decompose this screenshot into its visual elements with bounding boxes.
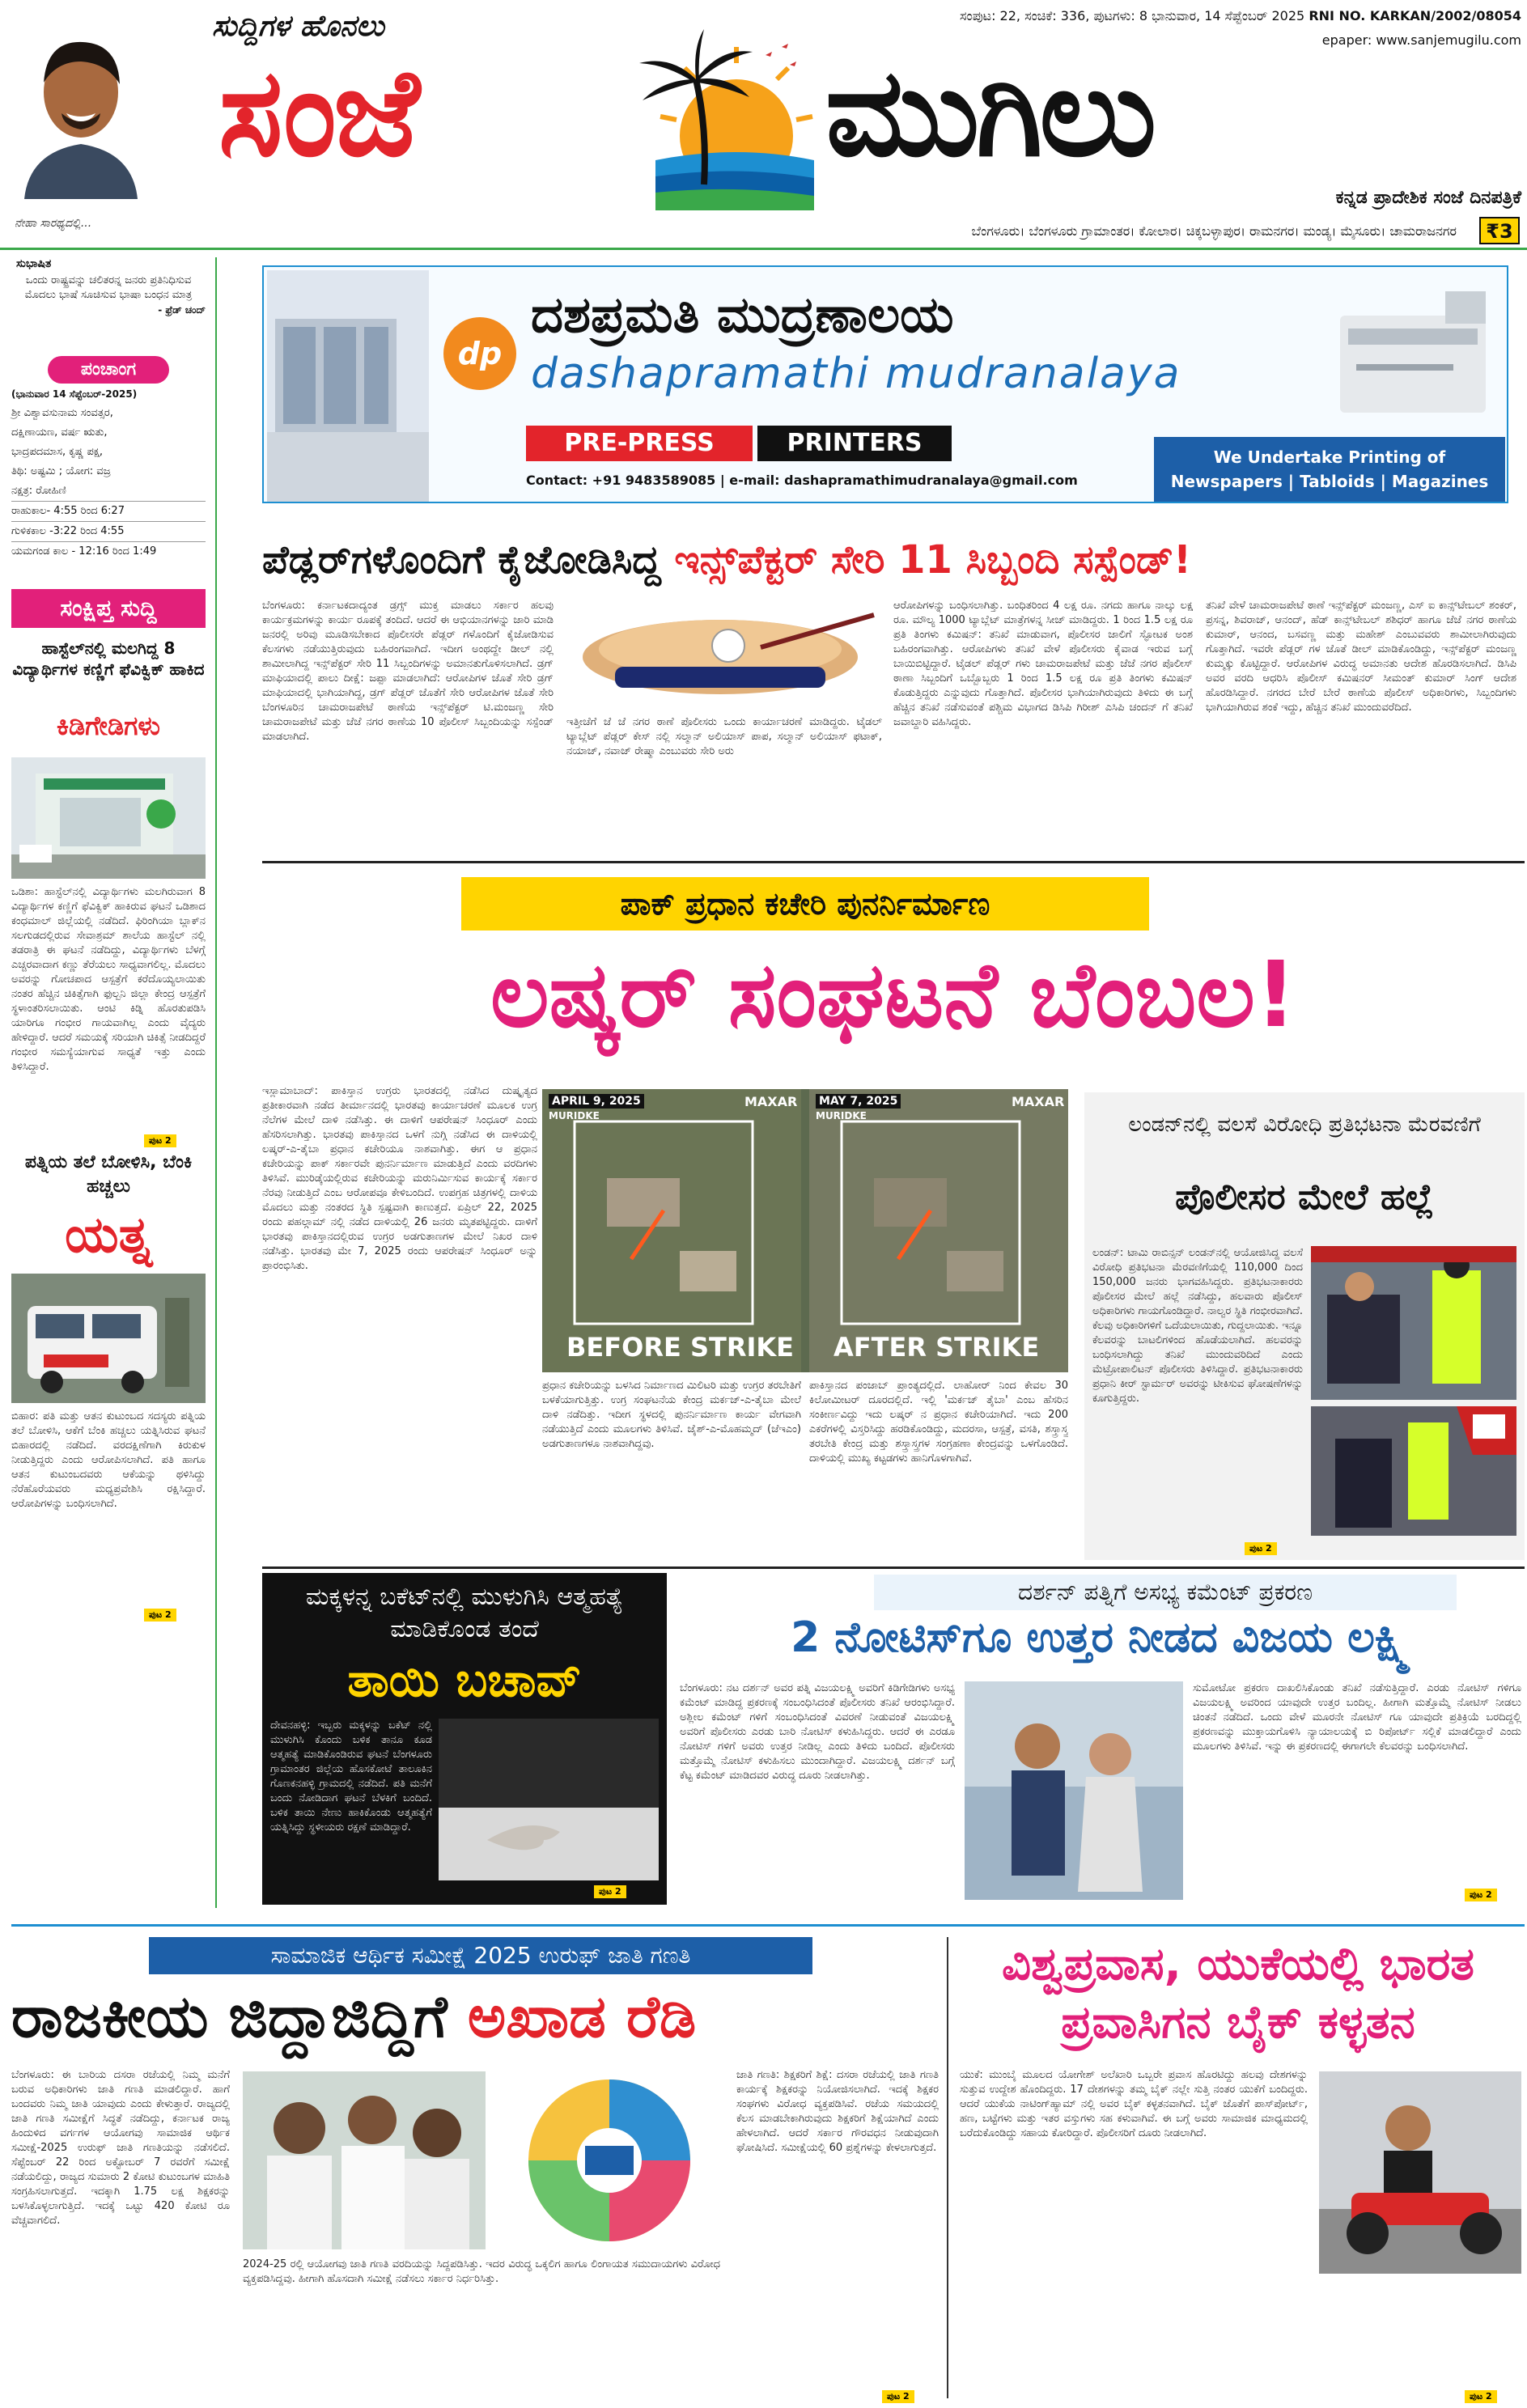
price-badge	[1479, 217, 1520, 244]
brief1-body	[11, 885, 206, 1128]
story4-headline: ತಾಯಿ ಬಚಾವ್	[347, 1652, 582, 1707]
ad-title: ದಶಪ್ರಮತಿ ಮುದ್ರಣಾಲಯ	[531, 285, 954, 344]
story6-leaders-photo	[243, 2071, 486, 2249]
brief2-continued[interactable]	[141, 1605, 176, 1622]
brief2-body-text: ಬಿಹಾರ: ಪತಿ ಮತ್ತು ಆತನ ಕುಟುಂಬದ ಸದಸ್ಯರು ಪತ್ನಿಯ ತಲೆ ಬೋಳಿಸಿ, ಆಕೆಗೆ ಬೆಂಕಿ ಹಚ್ಚಲು ಯತ್ನಿಸಿರುವ ಘಟನೆ ಬಿಹಾರದಲ್ಲಿ ನಡೆದಿದೆ. ವರದಕ್ಷಿಣೆಗಾಗಿ ಕಿರುಕುಳ ನೀಡುತ್ತಿದ್ದರು ಎಂದು ಆರೋಪಿಸಲಾಗಿದೆ. ಪತಿ ಹಾಗೂ ಆತನ ಕುಟುಂಬದವರು ಆಕೆಯನ್ನು ಥಳಿಸಿದ್ದು ನೆರೆಹೊರೆಯವರು ಮಧ್ಯಪ್ರವೇಶಿಸಿ ರಕ್ಷಿಸಿದ್ದಾರೆ. ಆರೋಪಿಗಳನ್ನು ಬಂಧಿಸಲಾಗಿದೆ.	[11, 1410, 206, 1510]
story1-caption-text: ಇತ್ತೀಚೆಗೆ ಜೆ ಜೆ ನಗರ ಠಾಣೆ ಪೊಲೀಸರು ಒಂದು ಕಾರ್ಯಾಚರಣೆ ಮಾಡಿದ್ದರು. ಟೈಡಲ್ ಟ್ಯಾಬ್ಲೆಟ್ ಪೆಡ್ಲರ್ ಕೇಸ್ ನಲ್ಲಿ ಸಲ್ಮಾನ್ ಅಲಿಯಾಸ್ ಪಾಪ, ಸಲ್ಮಾನ್ ಅಲಿಯಾಸ್ ಫಟಾಕ್, ನಯಾಜ್, ನವಾಜ್ ರೇಷ್ಮಾ ಎಂಬುವರು ಸೇರಿ ಅರು	[566, 716, 882, 757]
masthead-title-left: ಸಂಜೆ	[218, 43, 417, 184]
story2-col2-text: ಪ್ರಧಾನ ಕಚೇರಿಯನ್ನು ಬಳಸಿದ ನಿರ್ಮಾಣದ ಮಿಲಿಟರಿ ಮತ್ತು ಉಗ್ರರ ತರಬೇತಿಗೆ ಬಳಕೆಯಾಗುತ್ತಿತ್ತು. ಉಗ್ರ ಸಂಘಟನೆಯ ಕೇಂದ್ರ ಮರ್ಕಜ್-ಎ-ತೈಬಾ ಮೇಲೆ ದಾಳಿ ನಡೆದಿತ್ತು. ಇದೀಗ ಸ್ಥಳದಲ್ಲಿ ಪುನರ್ನಿರ್ಮಾಣ ಕಾರ್ಯ ವೇಗವಾಗಿ ನಡೆಯುತ್ತಿದೆ ಎಂದು ಮೂಲಗಳು ತಿಳಿಸಿವೆ. ಜೈಶ್-ಎ-ಮೊಹಮ್ಮದ್ (ಜೆಇಎಂ) ಅಡಗುತಾಣಗಳೂ ನಾಶವಾಗಿದ್ದವು.	[542, 1380, 801, 1450]
story7-headline-line1: ವಿಶ್ವಪ್ರವಾಸ, ಯುಕೆಯಲ್ಲಿ ಭಾರತ	[1002, 1938, 1474, 1990]
story7-headline-line2: ಪ್ರವಾಸಿಗನ ಬೈಕ್ ಕಳ್ಳತನ	[1061, 1996, 1415, 2049]
story2-col1	[262, 1084, 537, 1392]
sat-place-after: MURIDKE	[816, 1110, 867, 1121]
story1-col4-text: ತನಿಖೆ ವೇಳೆ ಚಾಮರಾಜಪೇಟೆ ಠಾಣೆ ಇನ್ಸ್‌ಪೆಕ್ಟರ್ ಮಂಜಣ್ಣ, ಎಸ್ ಐ ಕಾನ್ಸ್‌ಟೇಬಲ್ ಶಂಕರ್, ಪ್ರಸನ್ನ, ಶಿವರಾಜ್, ಆನಂದ್, ಹೆಡ್ ಕಾನ್ಸ್‌ಟೇಬಲ್ ಶಶಿಧರ್ ಹಾಗೂ ಜೆಜೆ ನಗರ ಠಾಣೆಯ ಕುಮಾರ್, ಆನಂದ, ಬಸವಣ್ಣ ಮತ್ತು ಮಹೇಶ್ ಎಂಬುವವರು ಶಾಮೀಲಾಗಿರುವುದು ಗೊತ್ತಾಗಿದೆ. ಇವರೇ ಪೆಡ್ಲರ್ ಗಳ ಜೊತೆ ಡೀಲ್ ಮಾಡಿಕೊಂಡಿದ್ದು, ಇನ್ಸ್‌ಪೆಕ್ಟರ್ ಮಂಜಣ್ಣ ಕುಮ್ಮಕ್ಕು ಕೊಟ್ಟಿದ್ದಾರೆ. ಆರೋಪಿಗಳ ವಿರುದ್ಧ ಅಮಾನತು ಆದೇಶ ಹೊರಡಿಸಲಾಗಿದೆ. ಡಿಸಿಪಿ ಅವರ ವರದಿ ಆಧರಿಸಿ ಪೊಲೀಸ್ ಕಮಿಷನರ್ ಸೀಮಂತ್ ಕುಮಾರ್ ಸಿಂಗ್ ಆದೇಶ ಹೊರಡಿಸಿದ್ದಾರೆ. ನಗರದ ಬೇರೆ ಬೇರೆ ಠಾಣೆಯ ಪೊಲೀಸ್ ಅಧಿಕಾರಿಗಳು, ಸಿಬ್ಬಂದಿಗಳು ಭಾಗಿಯಾಗಿರುವ ಶಂಕೆ ಇದ್ದು, ಹೆಚ್ಚಿನ ತನಿಖೆ ಮುಂದುವರೆದಿದೆ.	[1206, 600, 1516, 714]
ad-pill-printers	[757, 426, 952, 461]
story5-col2	[1193, 1681, 1521, 1900]
continued-label: ಪುಟ 2	[1245, 1542, 1277, 1555]
quote-author: - ಫ್ರೆಡ್ ಚಂದ್	[158, 304, 206, 316]
story1-headline-black: ಪೆಡ್ಲರ್‌ಗಳೊಂದಿಗೆ ಕೈಜೋಡಿಸಿದ್ದ	[262, 537, 661, 583]
story2-kicker-text: ಪಾಕ್ ಪ್ರಧಾನ ಕಚೇರಿ ಪುನರ್ನಿರ್ಮಾಣ	[620, 886, 990, 922]
ad-logo-text: dp	[457, 336, 503, 371]
masthead	[0, 0, 1527, 243]
brief2-kicker: ಪತ್ನಿಯ ತಲೆ ಬೋಳಿಸಿ, ಬೆಂಕಿ ಹಚ್ಚಲು	[24, 1152, 193, 1197]
sat-brand-before: MAXAR	[744, 1094, 798, 1109]
panchanga-item: ನಕ್ಷತ್ರ: ರೋಹಿಣಿ	[11, 485, 66, 497]
ad-blue-box	[1154, 437, 1505, 502]
story4-photo	[439, 1719, 659, 1880]
story3-body	[1092, 1246, 1303, 1545]
panchanga-item: ತಿಥಿ: ಅಷ್ಟಮಿ ; ಯೋಗ: ವಜ್ರ	[11, 465, 111, 477]
story4-body-text: ದೇವನಹಳ್ಳಿ: ಇಬ್ಬರು ಮಕ್ಕಳನ್ನು ಬಕೆಟ್ ನಲ್ಲಿ ಮುಳುಗಿಸಿ ಕೊಂದು ಬಳಿಕ ತಾನೂ ಕೂಡ ಆತ್ಮಹತ್ಯೆ ಮಾಡಿಕೊಂಡಿರುವ ಘಟನೆ ಬೆಂಗಳೂರು ಗ್ರಾಮಾಂತರ ಜಿಲ್ಲೆಯ ಹೊಸಕೋಟೆ ತಾಲೂಕಿನ ಗೊಣಕನಹಳ್ಳಿ ಗ್ರಾಮದಲ್ಲಿ ನಡೆದಿದೆ. ಪತಿ ಮನೆಗೆ ಬಂದು ನೋಡಿದಾಗ ಘಟನೆ ಬೆಳಕಿಗೆ ಬಂದಿದೆ. ಬಳಿಕ ತಾಯಿ ನೇಣು ಹಾಕಿಕೊಂಡು ಆತ್ಮಹತ್ಯೆಗೆ ಯತ್ನಿಸಿದ್ದು ಸ್ಥಳೀಯರು ರಕ್ಷಣೆ ಮಾಡಿದ್ದಾರೆ.	[270, 1719, 432, 1834]
masthead-title-right: ಮುಗಿಲು	[825, 43, 1154, 184]
price-label: ₹3	[1486, 220, 1513, 243]
story1-col3	[893, 599, 1193, 858]
story5-kicker	[874, 1575, 1457, 1610]
story2-satellite-image	[542, 1089, 1068, 1372]
panchanga-item: ಶ್ರೀ ವಿಶ್ವಾವಸುನಾಮ ಸಂವತ್ಸರ,	[11, 407, 113, 419]
brief1-headline: ಕಿಡಿಗೇಡಿಗಳು	[57, 710, 160, 741]
story6-col4-text: ಜಾತಿ ಗಣತಿ: ಶಿಕ್ಷಕರಿಗೆ ಶಿಕ್ಷೆ: ದಸರಾ ರಜೆಯಲ್ಲಿ ಜಾತಿ ಗಣತಿ ಕಾರ್ಯಕ್ಕೆ ಶಿಕ್ಷಕರನ್ನು ನಿಯೋಜಿಸಲಾಗಿದೆ. ಇದಕ್ಕೆ ಶಿಕ್ಷಕರ ಸಂಘಗಳು ವಿರೋಧ ವ್ಯಕ್ತಪಡಿಸಿವೆ. ರಜೆಯ ಸಮಯದಲ್ಲಿ ಕೆಲಸ ಮಾಡಬೇಕಾಗಿರುವುದು ಶಿಕ್ಷಕರಿಗೆ ಶಿಕ್ಷೆಯಾಗಿದೆ ಎಂದು ಹೇಳಲಾಗಿದೆ. ಆದರೆ ಸರ್ಕಾರ ಗೌರವಧನ ನೀಡುವುದಾಗಿ ಘೋಷಿಸಿದೆ. ಸಮೀಕ್ಷೆಯಲ್ಲಿ 60 ಪ್ರಶ್ನೆಗಳನ್ನು ಕೇಳಲಾಗುತ್ತದೆ.	[736, 2069, 939, 2154]
quote-text: ಒಂದು ರಾಷ್ಟ್ರವನ್ನು ಚಲಿತರನ್ನ ಜನರು ಪ್ರತಿನಿಧಿಸುವ ಮೊದಲು ಭಾಷೆ ಸೂಚಿಸುವ ಭಾಷಾ ಬಂಧನ ಮಾತ್ರ	[24, 274, 193, 301]
story6-headline	[11, 1982, 942, 2052]
story2-col3-text: ಪಾಕಿಸ್ತಾನದ ಪಂಜಾಬ್ ಪ್ರಾಂತ್ಯದಲ್ಲಿದೆ. ಲಾಹೋರ್ ನಿಂದ ಕೇವಲ 30 ಕಿಲೋಮೀಟರ್ ದೂರದಲ್ಲಿದೆ. ಇಲ್ಲಿ 'ಮರ್ಕಜ್ ತೈಬಾ' ಎಂಬ ಹೆಸರಿನ ಸಂಕೀರ್ಣವಿದ್ದು ಇದು ಲಷ್ಕರ್ ನ ಪ್ರಧಾನ ಕಚೇರಿಯಾಗಿದೆ. ಇದು 200 ಎಕರೆಗಳಲ್ಲಿ ವಿಸ್ತರಿಸಿದ್ದು ಹರಡಿಕೊಂಡಿದ್ದು, ಮದರಸಾ, ಆಸ್ಪತ್ರೆ, ವಸತಿ, ಶಸ್ತ್ರಾಸ್ತ್ರ ತರಬೇತಿ ಕೇಂದ್ರ ಮತ್ತು ಶಸ್ತ್ರಾಸ್ತ್ರಗಳ ಸಂಗ್ರಹಣಾ ಕೇಂದ್ರವನ್ನು ಒಳಗೊಂಡಿದೆ. ದಾಳಿಯಲ್ಲಿ ಮುಖ್ಯ ಕಟ್ಟಡಗಳು ಹಾನಿಗೊಳಗಾಗಿವೆ.	[809, 1380, 1068, 1465]
story3-protest-photo-bottom	[1311, 1406, 1516, 1536]
panchanga-item: ಗುಳಿಕಕಾಲ -3:22 ರಿಂದ 4:55	[11, 521, 206, 541]
panchanga-item: ಯಮಗಂಡ ಕಾಲ - 12:16 ರಿಂದ 1:49	[11, 541, 206, 562]
sidebar	[11, 257, 206, 1924]
brief-header-text: ಸಂಕ್ಷಿಪ್ತ ಸುದ್ದಿ	[60, 595, 157, 621]
ad-pill-prepress	[526, 426, 753, 461]
continued-label: ಪುಟ 2	[882, 2390, 914, 2403]
brief2-photo	[11, 1274, 206, 1403]
story7-biker-photo	[1319, 2071, 1521, 2274]
story5-col1	[680, 1681, 955, 1900]
brief2-headline: ಯತ್ನ	[65, 1205, 152, 1264]
masthead-issue-line	[842, 8, 1521, 24]
founder-photo	[16, 23, 146, 199]
story5-continued[interactable]	[1461, 1885, 1497, 1901]
masthead-subtitle: ಕನ್ನಡ ಪ್ರಾದೇಶಿಕ ಸಂಜೆ ದಿನಪತ್ರಿಕೆ	[1335, 188, 1521, 208]
sat-label-after: AFTER STRIKE	[833, 1332, 1040, 1363]
quote-title: ಸುಭಾಷಿತ	[16, 257, 52, 270]
panchanga-item: ದಕ್ಷಿಣಾಯಣ, ವರ್ಷ ಋತು,	[11, 426, 108, 439]
story3-body-text: ಲಂಡನ್: ಟಾಮಿ ರಾಬಿನ್ಸನ್ ಲಂಡನ್‌ನಲ್ಲಿ ಆಯೋಜಿಸಿದ್ದ ವಲಸೆ ವಿರೋಧಿ ಪ್ರತಿಭಟನಾ ಮೆರವಣಿಗೆಯಲ್ಲಿ 110,000 ದಿಂದ 150,000 ಜನರು ಭಾಗವಹಿಸಿದ್ದರು. ಪ್ರತಿಭಟನಾಕಾರರು ಪೊಲೀಸರ ಮೇಲೆ ಹಲ್ಲೆ ನಡೆಸಿದ್ದು, ಹಲವಾರು ಪೊಲೀಸ್ ಅಧಿಕಾರಿಗಳು ಗಾಯಗೊಂಡಿದ್ದಾರೆ. ನಾಲ್ವರ ಸ್ಥಿತಿ ಗಂಭೀರವಾಗಿದೆ. ಕೆಲವು ಅಧಿಕಾರಿಗಳಿಗೆ ಒದೆಯಲಾಯಿತು, ಗುದ್ದಲಾಯಿತು. ಇನ್ನೂ ಕೆಲವರನ್ನು ಬಾಟಲಿಗಳಿಂದ ಹೊಡೆಯಲಾಗಿದೆ. ಹಲವರನ್ನು ಬಂಧಿಸಲಾಗಿದ್ದು ತನಿಖೆ ಮುಂದುವರಿದಿದೆ ಎಂದು ಮೆಟ್ರೋಪಾಲಿಟನ್ ಪೊಲೀಸರು ತಿಳಿಸಿದ್ದಾರೆ. ಪ್ರತಿಭಟನಾಕಾರರು ಪ್ರಧಾನಿ ಕೀರ್ ಸ್ಟಾರ್ಮರ್ ಅವರನ್ನು ಟೀಕಿಸುವ ಘೋಷಣೆಗಳನ್ನು ಕೂಗುತ್ತಿದ್ದರು.	[1092, 1247, 1303, 1405]
story6-headline-black: ರಾಜಕೀಯ ಜಿದ್ದಾಜಿದ್ದಿಗೆ	[11, 1982, 447, 2050]
sidebar-divider	[215, 257, 217, 1908]
continued-label: ಪುಟ 2	[1465, 2390, 1497, 2403]
brief-header	[11, 589, 206, 628]
story6-kicker-text: ಸಾಮಾಜಿಕ ಆರ್ಥಿಕ ಸಮೀಕ್ಷೆ 2025 ಉರುಫ್ ಜಾತಿ ಗಣತಿ	[270, 1942, 691, 1969]
brief2-body	[11, 1410, 206, 1604]
story6-col1	[11, 2068, 230, 2400]
story3-box	[1084, 1092, 1525, 1560]
epaper-url[interactable]: epaper: www.sanjemugilu.com	[1321, 32, 1521, 48]
story5-kicker-text: ದರ್ಶನ್ ಪತ್ನಿಗೆ ಅಸಭ್ಯ ಕಮೆಂಟ್ ಪ್ರಕರಣ	[1018, 1579, 1313, 1605]
ad-subtitle: dashapramathi mudranalaya	[531, 350, 1181, 398]
panchanga-item: ಭಾದ್ರಪದಮಾಸ, ಕೃಷ್ಣ ಪಕ್ಷ,	[11, 446, 103, 458]
brief1-photo	[11, 757, 206, 879]
story3-kicker: ಲಂಡನ್‌ನಲ್ಲಿ ವಲಸೆ ವಿರೋಧಿ ಪ್ರತಿಭಟನಾ ಮೆರವಣಿಗೆ	[1128, 1113, 1481, 1137]
palm-sun-logo	[623, 23, 817, 217]
ad-banner[interactable]	[262, 265, 1508, 503]
story6-continued[interactable]	[879, 2387, 914, 2403]
story7-body-text: ಯುಕೆ: ಮುಂಬೈ ಮೂಲದ ಯೋಗೇಶ್ ಅಲೆಖಾರಿ ಒಬ್ಬರೇ ಪ್ರವಾಸ ಹೊರಟಿದ್ದು ಹಲವು ದೇಶಗಳನ್ನು ಸುತ್ತುವ ಉದ್ದೇಶ ಹೊಂದಿದ್ದರು. 17 ದೇಶಗಳನ್ನು ತಮ್ಮ ಬೈಕ್ ನಲ್ಲೇ ಸುತ್ತಿ ನಂತರ ಯುಕೆಗೆ ಬಂದಿದ್ದರು. ಆದರೆ ಯುಕೆಯ ನಾಟಿಂಗ್‌ಹ್ಯಾಮ್ ನಲ್ಲಿ ಅವರ ಬೈಕ್ ಕಳ್ಳತನವಾಗಿದೆ. ಬೈಕ್ ಜೊತೆಗೆ ಪಾಸ್‌ಪೋರ್ಟ್, ಹಣ, ಬಟ್ಟೆಗಳು ಮತ್ತು ಇತರ ವಸ್ತುಗಳು ಸಹ ಕಳುವಾಗಿವೆ. ಈ ಬಗ್ಗೆ ಅವರು ಸಾಮಾಜಿಕ ಮಾಧ್ಯಮದಲ್ಲಿ ಬರೆದುಕೊಂಡಿದ್ದು ಸಹಾಯ ಕೋರಿದ್ದಾರೆ. ಪೊಲೀಸರಿಗೆ ದೂರು ನೀಡಲಾಗಿದೆ.	[960, 2069, 1308, 2139]
sat-date-before: APRIL 9, 2025	[549, 1094, 644, 1109]
brief1-kicker: ಹಾಸ್ಟೆಲ್‌ನಲ್ಲಿ ಮಲಗಿದ್ದ 8 ವಿದ್ಯಾರ್ಥಿಗಳ ಕಣ್ಣಿಗೆ ಫೆವಿಕ್ವಿಕ್ ಹಾಕಿದ	[12, 638, 205, 679]
ad-machine-left	[267, 270, 429, 502]
continued-label: ಪುಟ 2	[1465, 1889, 1497, 1901]
ad-pill-printers-text: PRINTERS	[787, 429, 923, 457]
story1-col4	[1206, 599, 1516, 858]
story2-col3	[809, 1379, 1068, 1557]
story6-kicker	[149, 1937, 812, 1974]
continued-label: ಪುಟ 2	[144, 1134, 176, 1147]
lower-divider	[11, 1924, 1525, 1927]
issue-line: ಸಂಪುಟ: 22, ಸಂಚಿಕೆ: 336, ಪುಟಗಳು: 8 ಭಾನುವಾರ, 14 ಸೆಪ್ಟೆಂಬರ್ 2025	[960, 8, 1305, 23]
story6-census-graphic	[492, 2071, 727, 2249]
story2-col2	[542, 1379, 801, 1557]
masthead-divider	[0, 248, 1527, 250]
ad-contact: Contact: +91 9483589085 | e-mail: dashapramathimudranalaya@gmail.com	[526, 473, 1078, 488]
panchanga-box	[11, 356, 206, 558]
story7-headline	[955, 1935, 1521, 2052]
story5-col2-text: ಸುಮೋಟೋ ಪ್ರಕರಣ ದಾಖಲಿಸಿಕೊಂಡು ತನಿಖೆ ನಡೆಸುತ್ತಿದ್ದಾರೆ. ಎರಡು ನೋಟಿಸ್ ಗಳಿಗೂ ವಿಜಯಲಕ್ಷ್ಮಿ ಅವರಿಂದ ಯಾವುದೇ ಉತ್ತರ ಬಂದಿಲ್ಲ. ಹೀಗಾಗಿ ಮತ್ತೊಮ್ಮೆ ನೋಟಿಸ್ ನೀಡಲು ಚಿಂತನೆ ನಡೆದಿದೆ. ಒಂದು ವೇಳೆ ಮೂರನೇ ನೋಟಿಸ್ ಗೂ ಯಾವುದೇ ಪ್ರತಿಕ್ರಿಯೆ ಬರದಿದ್ದಲ್ಲಿ ಪ್ರಕರಣವನ್ನು ಮುಕ್ತಾಯಗೊಳಿಸಿ ನ್ಯಾಯಾಲಯಕ್ಕೆ ಬಿ ರಿಪೋರ್ಟ್ ಸಲ್ಲಿಕೆ ಮಾಡಲಿದ್ದಾರೆ ಎಂದು ಮೂಲಗಳು ತಿಳಿಸಿವೆ. ಇನ್ನು ಈ ಪ್ರಕರಣದಲ್ಲಿ ಈಗಾಗಲೇ ಕೆಲವರನ್ನು ಬಂಧಿಸಲಾಗಿದೆ.	[1193, 1682, 1521, 1753]
sat-place-before: MURIDKE	[549, 1110, 600, 1121]
story5-col1-text: ಬೆಂಗಳೂರು: ನಟ ದರ್ಶನ್ ಅವರ ಪತ್ನಿ ವಿಜಯಲಕ್ಷ್ಮಿ ಅವರಿಗೆ ಕಿಡಿಗೇಡಿಗಳು ಅಸಭ್ಯ ಕಮೆಂಟ್ ಮಾಡಿದ್ದ ಪ್ರಕರಣಕ್ಕೆ ಸಂಬಂಧಿಸಿದಂತೆ ಪೊಲೀಸರು ತನಿಖೆ ಆರಂಭಿಸಿದ್ದಾರೆ. ಅಶ್ಲೀಲ ಕಮೆಂಟ್ ಗಳಿಗೆ ಸಂಬಂಧಿಸಿದಂತೆ ವಿವರಣೆ ನೀಡುವಂತೆ ವಿಜಯಲಕ್ಷ್ಮಿ ಅವರಿಗೆ ಪೊಲೀಸರು ಎರಡು ಬಾರಿ ನೋಟಿಸ್ ಕಳುಹಿಸಿದ್ದರು. ಆದರೆ ಈ ಎರಡೂ ನೋಟಿಸ್ ಗಳಿಗೆ ಅವರು ಉತ್ತರ ನೀಡಿಲ್ಲ ಎಂದು ತಿಳಿದು ಬಂದಿದೆ. ಪೊಲೀಸರು ಮತ್ತೊಮ್ಮೆ ನೋಟಿಸ್ ಕಳುಹಿಸಲು ಮುಂದಾಗಿದ್ದಾರೆ. ವಿಜಯಲಕ್ಷ್ಮಿ ದರ್ಶನ್ ಬಗ್ಗೆ ಕೆಟ್ಟ ಕಮೆಂಟ್ ಮಾಡಿದವರ ವಿರುದ್ಧ ದೂರು ನೀಡಲಾಗಿತ್ತು.	[680, 1682, 955, 1782]
story1-headline	[262, 537, 1525, 583]
story6-col4	[736, 2068, 939, 2400]
story4-continued[interactable]	[591, 1882, 626, 1898]
story1-headline-red: ಇನ್ಸ್‌ಪೆಕ್ಟರ್ ಸೇರಿ 11 ಸಿಬ್ಬಂದಿ ಸಸ್ಪೆಂಡ್!	[674, 537, 1191, 583]
story1-col1-text: ಬೆಂಗಳೂರು: ಕರ್ನಾಟಕದಾದ್ಯಂತ ಡ್ರಗ್ಸ್ ಮುಕ್ತ ಮಾಡಲು ಸರ್ಕಾರ ಹಲವು ಕಾರ್ಯಕ್ರಮಗಳನ್ನು ಕಾರ್ಯ ರೂಪಕ್ಕೆ ತಂದಿದೆ. ಆದರೆ ಈ ಆಭಿಯಾನಗಳನ್ನು ಜಾರಿ ಮಾಡಿ ಜನರಲ್ಲಿ ಅರಿವು ಮೂಡಿಸಬೇಕಾದ ಪೊಲೀಸರೇ ಪೆಡ್ಲರ್ ಗಳೊಂದಿಗೆ ಕೈಜೋಡಿಸುವ ಕೆಲಸಗಳು ನಡೆಯುತ್ತಿರುವುದು ಬಹಿರಂಗವಾಗಿದೆ. ಇದೀಗ ಅಂಥದ್ದೇ ಡೀಲ್ ನಲ್ಲಿ ಶಾಮೀಲಾಗಿದ್ದ ಇನ್ಸ್‌ಪೆಕ್ಟರ್ ಸೇರಿ 11 ಸಿಬ್ಬಂದಿಗಳನ್ನು ಅಮಾನತುಗೊಳಿಸಲಾಗಿದೆ. ಡ್ರಗ್ ಮಾಫಿಯಾದಲ್ಲಿ ಪಾಲು ದೀಕ್ಷೆ: ಜಪ್ಪಾ ಮಾಡಲಾಗಿದೆ: ಆರೋಪಿಗಳ ಜೊತೆ ಸೇರಿ ಡ್ರಗ್ ಮಾಫಿಯಾದಲ್ಲಿ ಭಾಗಿಯಾಗಿದ್ದ, ಡ್ರಗ್ ಪೆಡ್ಲರ್ ಜೊತೆಗೆ ಸೇರಿ ಆರೋಪಿಗಳ ಜೊತೆ ಸೇರಿ ಬೆಂಗಳೂರಿನ ಚಾಮರಾಜಪೇಟೆ ಠಾಣೆಯ ಇನ್ಸ್‌ಪೆಕ್ಟರ್ ಟಿ.ಮಂಜಣ್ಣ ಸೇರಿ ಚಾಮರಾಜಪೇಟೆ ಮತ್ತು ಜೆಜೆ ನಗರ ಠಾಣೆಯ 10 ಪೊಲೀಸ್ ಸಿಬ್ಬಂದಿಯನ್ನು ಸಸ್ಪೆಂಡ್ ಮಾಡಲಾಗಿದೆ.	[262, 600, 554, 743]
story2-col1-text: ಇಸ್ಲಾಮಾಬಾದ್: ಪಾಕಿಸ್ತಾನ ಉಗ್ರರು ಭಾರತದಲ್ಲಿ ನಡೆಸಿದ ದುಷ್ಕೃತ್ಯದ ಪ್ರತೀಕಾರವಾಗಿ ನಡೆದ ತೀರ್ಮಾನದಲ್ಲಿ ಭಾರತವು ಕಾರ್ಯಾಚರಣೆ ಮೂಲಕ ಉಗ್ರ ನೆಲೆಗಳ ಮೇಲೆ ದಾಳಿ ನಡೆಸಿತ್ತು. ಈ ದಾಳಿಗೆ ಆಪರೇಷನ್ ಸಿಂಧೂರ್ ಎಂದು ಹೆಸರಿಸಲಾಗಿತ್ತು. ಭಾರತವು ಪಾಕಿಸ್ತಾನದ ಒಳಗೆ ನುಗ್ಗಿ ನಡೆಸಿದ ಈ ದಾಳಿಯಲ್ಲಿ ಲಷ್ಕರ್-ಎ-ತೈಬಾ ಪ್ರಧಾನ ಕಚೇರಿಯೂ ನಾಶವಾಗಿತ್ತು. ಈಗ ಆ ಪ್ರಧಾನ ಕಚೇರಿಯನ್ನು ಪಾಕ್ ಸರ್ಕಾರವೇ ಪುನರ್ನಿರ್ಮಾಣ ಮಾಡುತ್ತಿದೆ ಎಂದು ವರದಿಗಳು ತಿಳಿಸಿವೆ. ಮುರಿಡ್ಕೆಯಲ್ಲಿರುವ ಕಚೇರಿಯನ್ನು ಮರುನಿರ್ಮಿಸುವ ಕಾರ್ಯಕ್ಕೆ ಸರ್ಕಾರ ನೆರವು ನೀಡುತ್ತಿದೆ ಎಂಬ ಆರೋಪವೂ ಕೇಳಿಬಂದಿದೆ. ಉಪಗ್ರಹ ಚಿತ್ರಗಳಲ್ಲಿ ದಾಳಿಯ ಮೊದಲು ಮತ್ತು ನಂತರದ ಸ್ಥಿತಿ ಸ್ಪಷ್ಟವಾಗಿ ಕಾಣುತ್ತದೆ. ಏಪ್ರಿಲ್ 22, 2025 ರಂದು ಪಹಲ್ಗಾಮ್ ನಲ್ಲಿ ನಡೆದ ದಾಳಿಯಲ್ಲಿ 26 ಜನರು ಮೃತಪಟ್ಟಿದ್ದರು. ದಾಳಿಗೆ ಭಾರತವು ಪಾಕಿಸ್ತಾನದಲ್ಲಿರುವ ಉಗ್ರರ ಅಡಗುತಾಣಗಳ ಮೇಲೆ ನಿಖರ ದಾಳಿ ನಡೆಸಿತ್ತು. ಭಾರತವು ಮೇ 7, 2025 ರಂದು ಆಪರೇಷನ್ ಸಿಂಧೂರ್ ಅನ್ನು ಪ್ರಾರಂಭಿಸಿತು.	[262, 1085, 537, 1272]
story6-col1-text: ಬೆಂಗಳೂರು: ಈ ಬಾರಿಯ ದಸರಾ ರಜೆಯಲ್ಲಿ ನಿಮ್ಮ ಮನೆಗೆ ಬರುವ ಅಧಿಕಾರಿಗಳು ಜಾತಿ ಗಣತಿ ಮಾಡಲಿದ್ದಾರೆ. ಹಾಗೆ ಬಂದವರು ನಿಮ್ಮ ಜಾತಿ ಯಾವುದು ಎಂದು ಕೇಳುತ್ತಾರೆ. ರಾಜ್ಯದಲ್ಲಿ ಜಾತಿ ಗಣತಿ ಸಮೀಕ್ಷೆಗೆ ಸಿದ್ಧತೆ ನಡೆದಿದ್ದು, ಕರ್ನಾಟಕ ರಾಜ್ಯ ಹಿಂದುಳಿದ ವರ್ಗಗಳ ಆಯೋಗವು ಸಾಮಾಜಿಕ ಆರ್ಥಿಕ ಸಮೀಕ್ಷೆ-2025 ಉರುಫ್ ಜಾತಿ ಗಣತಿಯನ್ನು ನಡೆಸಲಿದೆ. ಸೆಪ್ಟೆಂಬರ್ 22 ರಿಂದ ಅಕ್ಟೋಬರ್ 7 ರವರೆಗೆ ಸಮೀಕ್ಷೆ ನಡೆಯಲಿದ್ದು, ರಾಜ್ಯದ ಸುಮಾರು 2 ಕೋಟಿ ಕುಟುಂಬಗಳ ಮಾಹಿತಿ ಸಂಗ್ರಹಿಸಲಾಗುತ್ತದೆ. ಇದಕ್ಕಾಗಿ 1.75 ಲಕ್ಷ ಶಿಕ್ಷಕರನ್ನು ಬಳಸಿಕೊಳ್ಳಲಾಗುತ್ತಿದೆ. ಇದಕ್ಕೆ ಒಟ್ಟು 420 ಕೋಟಿ ರೂ ವೆಚ್ಚವಾಗಲಿದೆ.	[11, 2069, 230, 2227]
story4-body	[270, 1719, 432, 1897]
panchanga-item: ರಾಹುಕಾಲ- 4:55 ರಿಂದ 6:27	[11, 501, 206, 521]
story7-body	[960, 2068, 1308, 2400]
brief1-body-text: ಒಡಿಶಾ: ಹಾಸ್ಟೆಲ್‌ನಲ್ಲಿ ವಿದ್ಯಾರ್ಥಿಗಳು ಮಲಗಿರುವಾಗ 8 ವಿದ್ಯಾರ್ಥಿಗಳ ಕಣ್ಣಿಗೆ ಫೆವಿಕ್ವಿಕ್ ಹಾಕಿರುವ ಘಟನೆ ಒಡಿಶಾದ ಕಂಧಮಾಲ್ ಜಿಲ್ಲೆಯಲ್ಲಿ ನಡೆದಿದೆ. ಫಿರಿಂಗಿಯಾ ಬ್ಲಾಕ್‌ನ ಸಲಗುಡದಲ್ಲಿರುವ ಸೇವಾಶ್ರಮ್ ಶಾಲೆಯ ಹಾಸ್ಟೆಲ್ ನಲ್ಲಿ ತಡರಾತ್ರಿ ಈ ಘಟನೆ ನಡೆದಿದ್ದು, ವಿದ್ಯಾರ್ಥಿಗಳು ಬೆಳಗ್ಗೆ ಎಚ್ಚರವಾದಾಗ ಕಣ್ಣು ತೆರೆಯಲು ಸಾಧ್ಯವಾಗಲಿಲ್ಲ. ಮೊದಲು ಅವರನ್ನು ಗೋಚಪಾದ ಆಸ್ಪತ್ರೆಗೆ ಕರೆದೊಯ್ಯಲಾಯಿತು ನಂತರ ಹೆಚ್ಚಿನ ಚಿಕಿತ್ಸೆಗಾಗಿ ಫುಲ್ಬನಿ ಜಿಲ್ಲಾ ಕೇಂದ್ರ ಆಸ್ಪತ್ರೆಗೆ ಸ್ಥಳಾಂತರಿಸಲಾಯಿತು. ಆಂಟಿ ಕಿಡ್ನಿ ಹೊರತುಪಡಿಸಿ ಯಾರಿಗೂ ಗಂಭೀರ ಗಾಯವಾಗಿಲ್ಲ ಎಂದು ವೈದ್ಯರು ಹೇಳಿದ್ದಾರೆ. ಆದರೆ ಸಮಯಕ್ಕೆ ಸರಿಯಾಗಿ ಚಿಕಿತ್ಸೆ ನೀಡದಿದ್ದರೆ ಗಂಭೀರ ಸಮಸ್ಯೆಯಾಗುವ ಸಾಧ್ಯತೆ ಇತ್ತು ಎಂದು ತಿಳಿಸಿದ್ದಾರೆ.	[11, 886, 206, 1073]
founder-caption: ನೇಹಾ ಸಾರಥ್ಯದಲ್ಲಿ...	[15, 217, 92, 230]
rni-number: RNI NO. KARKAN/2002/08054	[1309, 8, 1521, 23]
panchanga-title-text: ಪಂಚಾಂಗ	[80, 359, 137, 379]
story2-divider	[262, 1566, 1525, 1569]
story2-kicker	[461, 877, 1149, 931]
regions-line: ಬೆಂಗಳೂರು। ಬೆಂಗಳೂರು ಗ್ರಾಮಾಂತರ। ಕೋಲಾರ। ಚಿಕ್ಕಬಳ್ಳಾಪುರ। ರಾಮನಗರ। ಮಂಡ್ಯ। ಮೈಸೂರು। ಚಾಮರಾಜನಗರ	[971, 223, 1457, 239]
panchanga-title	[48, 356, 169, 384]
story1-col3-text: ಆರೋಪಿಗಳನ್ನು ಬಂಧಿಸಲಾಗಿತ್ತು. ಬಂಧಿತರಿಂದ 4 ಲಕ್ಷ ರೂ. ನಗದು ಹಾಗೂ ನಾಲ್ಕು ಲಕ್ಷ ರೂ. ಮೌಲ್ಯ 1000 ಟ್ಯಾಬ್ಲೆಟ್ ಮಾತ್ರೆಗಳನ್ನ ಸೀಜ್ ಮಾಡಿದ್ದರು. 1 ರಿಂದ 1.5 ಲಕ್ಷ ರೂ ಪ್ರತಿ ತಿಂಗಳು ಕಮಿಷನ್: ತನಿಖೆ ಮಾಡುವಾಗ, ಪೊಲೀಸರ ಜಾಲಿಗೆ ಸ್ಫೋಟಕ ಅಂಶ ಬಹಿರಂಗವಾಗಿತ್ತು. ಆರೋಪಿಗಳು ತನಿಖೆ ವೇಳೆ ಪೊಲೀಸರು ಕೈವಾಡ ಇರುವ ಬಗ್ಗೆ ಬಾಯಿಬಿಟ್ಟಿದ್ದಾರೆ. ಟೈಡಲ್ ಪೆಡ್ಲರ್ ಗಳು ಚಾಮರಾಜಪೇಟೆ ಮತ್ತು ಜೆಜೆ ನಗರ ಪೊಲೀಸ್ ಠಾಣಾ ಸಿಬ್ಬಂದಿಗೆ ಒಬ್ಬೊಬ್ಬರು 1 ರಿಂದ 1.5 ಲಕ್ಷ ರೂ ಪ್ರತಿ ತಿಂಗಳು ಕಮಿಷನ್ ಕೊಡುತ್ತಿದ್ದರು ಎನ್ನುವುದು ಗೊತ್ತಾಗಿದೆ. ಪೊಲೀಸರ ಭಾಗಿಯಾಗಿರುವುದು ತಿಳಿದು ಈ ಬಗ್ಗೆ ಹೆಚ್ಚಿನ ತನಿಖೆ ನಡೆಸುವಂತೆ ಪಶ್ಚಿಮ ವಿಭಾಗದ ಡಿಸಿಪಿ ಗಿರೀಶ್ ಎಸಿಪಿ ಚಂದನ್ ಗೆ ತನಿಖೆ ಜವಾಬ್ದಾರಿ ವಹಿಸಿದ್ದರು.	[893, 600, 1193, 728]
continued-label: ಪುಟ 2	[144, 1609, 176, 1622]
story2-headline: ಲಷ್ಕರ್ ಸಂಘಟನೆ ಬೆಂಬಲ!	[490, 943, 1297, 1048]
story1-caption	[566, 715, 882, 796]
story3-continued[interactable]	[1241, 1539, 1277, 1555]
story6-col2-text: 2024-25 ರಲ್ಲಿ ಆಯೋಗವು ಜಾತಿ ಗಣತಿ ವರದಿಯನ್ನು ಸಿದ್ದಪಡಿಸಿತ್ತು. ಇದರ ವಿರುದ್ಧ ಒಕ್ಕಲಿಗ ಹಾಗೂ ಲಿಂಗಾಯತ ಸಮುದಾಯಗಳು ವಿರೋಧ ವ್ಯಕ್ತಪಡಿಸಿದ್ದವು. ಹೀಗಾಗಿ ಹೊಸದಾಗಿ ಸಮೀಕ್ಷೆ ನಡೆಸಲು ಸರ್ಕಾರ ನಿರ್ಧರಿಸಿತ್ತು.	[243, 2258, 720, 2285]
story6-col2	[243, 2258, 720, 2400]
continued-label: ಪುಟ 2	[594, 1885, 626, 1898]
ad-logo	[443, 317, 516, 390]
story6-headline-red: ಅಖಾಡ ರೆಡಿ	[467, 1982, 697, 2050]
masthead-tagline: ಸುದ್ದಿಗಳ ಹೊನಲು	[212, 10, 384, 43]
story4-kicker: ಮಕ್ಕಳನ್ನ ಬಕೆಟ್‌ನಲ್ಲಿ ಮುಳುಗಿಸಿ ಆತ್ಮಹತ್ಯೆ ಮಾಡಿಕೊಂಡ ತಂದೆ	[305, 1583, 624, 1643]
story6-divider	[947, 1937, 948, 2398]
quote-box	[11, 257, 206, 354]
story3-headline: ಪೊಲೀಸರ ಮೇಲೆ ಹಲ್ಲೆ	[1175, 1176, 1434, 1218]
panchanga-list	[11, 404, 206, 562]
panchanga-date: (ಭಾನುವಾರ 14 ಸೆಪ್ಟೆಂಬರ್-2025)	[11, 388, 138, 400]
story5-photo	[965, 1681, 1183, 1900]
ad-blue-box-text: We Undertake Printing of Newspapers | Tabloids | Magazines	[1170, 447, 1489, 491]
story1-col1	[262, 599, 554, 858]
ad-pill-prepress-text: PRE-PRESS	[564, 429, 715, 457]
story7-continued[interactable]	[1461, 2387, 1497, 2403]
story1-divider	[262, 861, 1525, 863]
sat-date-after: MAY 7, 2025	[816, 1094, 901, 1109]
story5-headline: 2 ನೋಟಿಸ್‌ಗೂ ಉತ್ತರ ನೀಡದ ವಿಜಯ ಲಕ್ಷ್ಮಿ	[791, 1613, 1410, 1662]
sat-label-before: BEFORE STRIKE	[566, 1332, 795, 1363]
sat-brand-after: MAXAR	[1012, 1094, 1065, 1109]
story3-protest-photo-top	[1311, 1246, 1516, 1400]
ad-machine-right	[1332, 283, 1494, 421]
story4-box	[262, 1573, 667, 1905]
story1-police-cap-image	[566, 599, 882, 712]
brief1-continued[interactable]	[141, 1131, 176, 1147]
